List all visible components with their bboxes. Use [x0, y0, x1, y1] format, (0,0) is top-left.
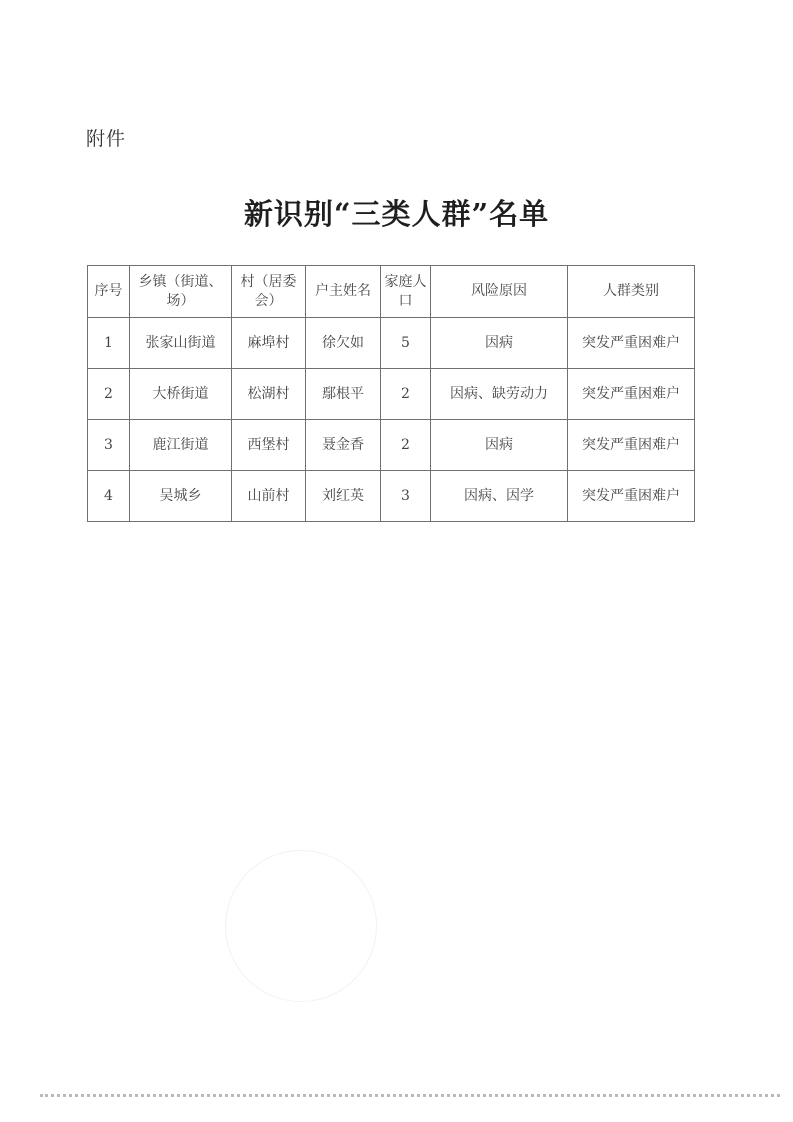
header-index: 序号: [88, 266, 130, 318]
cell-township: 张家山街道: [130, 318, 232, 369]
header-group-category: 人群类别: [568, 266, 695, 318]
cell-household-size: 5: [381, 318, 431, 369]
cell-index: 4: [88, 471, 130, 522]
cell-index: 1: [88, 318, 130, 369]
cell-household-size: 2: [381, 420, 431, 471]
table-row: [88, 471, 695, 522]
faint-seal-mark: [225, 850, 377, 1002]
table-row: [88, 420, 695, 471]
attachment-label: 附件: [86, 128, 127, 150]
header-township: 乡镇（街道、场）: [130, 266, 232, 318]
cell-index: 3: [88, 420, 130, 471]
cell-risk-reason: 因病: [431, 420, 568, 471]
cell-householder: 徐欠如: [306, 318, 381, 369]
cell-township: 吴城乡: [130, 471, 232, 522]
cell-group-category: 突发严重困难户: [568, 471, 695, 522]
scan-edge-dots: [40, 1094, 780, 1101]
header-village: 村（居委会）: [232, 266, 306, 318]
cell-householder: 聂金香: [306, 420, 381, 471]
cell-village: 麻埠村: [232, 318, 306, 369]
table-row: [88, 369, 695, 420]
cell-group-category: 突发严重困难户: [568, 369, 695, 420]
table-header-row: [88, 266, 695, 318]
cell-township: 鹿江街道: [130, 420, 232, 471]
cell-household-size: 3: [381, 471, 431, 522]
cell-risk-reason: 因病、因学: [431, 471, 568, 522]
header-risk-reason: 风险原因: [431, 266, 568, 318]
cell-risk-reason: 因病: [431, 318, 568, 369]
cell-village: 松湖村: [232, 369, 306, 420]
cell-township: 大桥街道: [130, 369, 232, 420]
header-household-size: 家庭人口: [381, 266, 431, 318]
cell-index: 2: [88, 369, 130, 420]
cell-risk-reason: 因病、缺劳动力: [431, 369, 568, 420]
cell-village: 西堡村: [232, 420, 306, 471]
cell-household-size: 2: [381, 369, 431, 420]
cell-village: 山前村: [232, 471, 306, 522]
cell-householder: 刘红英: [306, 471, 381, 522]
header-householder: 户主姓名: [306, 266, 381, 318]
cell-group-category: 突发严重困难户: [568, 420, 695, 471]
cell-group-category: 突发严重困难户: [568, 318, 695, 369]
table-row: [88, 318, 695, 369]
cell-householder: 鄢根平: [306, 369, 381, 420]
roster-table: [87, 265, 695, 522]
document-title: 新识别“三类人群”名单: [243, 197, 550, 231]
